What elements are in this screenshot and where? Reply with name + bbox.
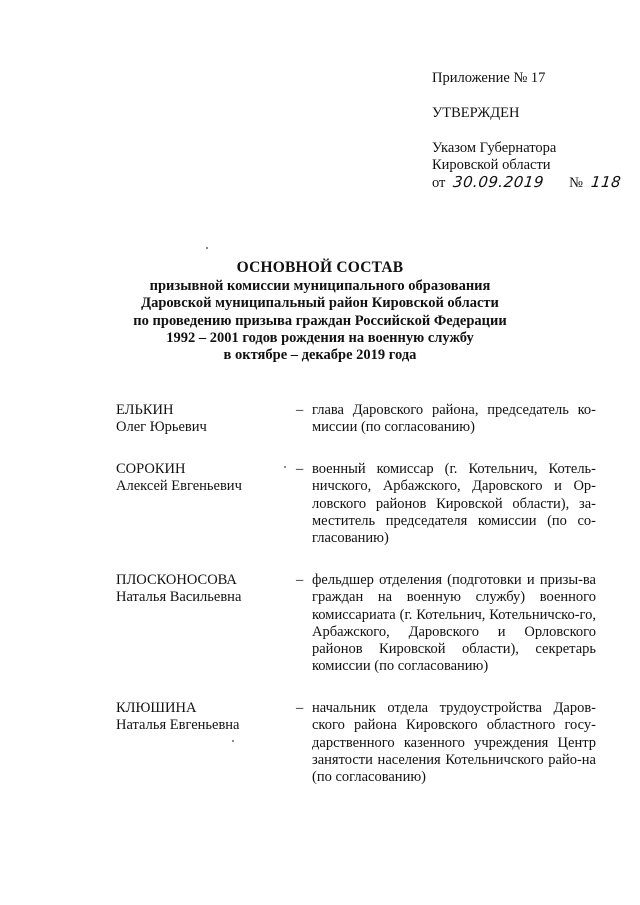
member-surname: КЛЮШИНА — [116, 700, 197, 716]
appendix-label: Приложение № 17 — [432, 70, 546, 86]
approved-label: УТВЕРЖДЕН — [432, 105, 520, 121]
member-given-name: Наталья Евгеньевна — [116, 717, 240, 734]
member-dash: – — [296, 461, 304, 477]
document-heading — [0, 258, 640, 364]
number-label: № — [569, 175, 584, 191]
member-role: военный комиссар (г. Котельнич, Котель-ничского, Арбажского, Даровского и Ор-ловского районов Кировской области), за-меститель председателя комиссии (по со-гласованию) — [312, 461, 596, 547]
heading-line: по проведению призыва граждан Российской Федерации — [133, 312, 507, 329]
member-name — [116, 700, 286, 735]
scan-speck — [284, 466, 286, 468]
member-name — [116, 461, 286, 496]
decree-line-2: Кировской области — [432, 157, 551, 173]
member-dash: – — [296, 572, 304, 588]
document-title: ОСНОВНОЙ СОСТАВ — [236, 259, 404, 276]
handwritten-number: 118 — [589, 173, 622, 191]
scan-speck — [206, 247, 208, 249]
heading-line: в октябре – декабре 2019 года — [223, 347, 417, 364]
member-role: начальник отдела трудоустройства Даров-ского района Кировского областного госу-дарственного казенного учреждения Центр занятости населения Котельничского райо-на (по согласованию) — [312, 700, 596, 786]
member-surname: СОРОКИН — [116, 461, 186, 477]
member-role: фельдшер отделения (подготовки и призы-ва граждан на военную службу) военного комиссариата (г. Котельнич, Котельничско-го, Арбажского, Даровского и Орловского районов Кировской области), секретарь комиссии (по согласованию) — [312, 572, 596, 675]
member-dash: – — [296, 402, 304, 418]
member-surname: ПЛОСКОНОСОВА — [116, 572, 237, 588]
decree-line-1: Указом Губернатора — [432, 140, 557, 156]
member-given-name: Алексей Евгеньевич — [116, 478, 242, 495]
scan-speck — [232, 740, 234, 742]
decree-date-number — [432, 174, 621, 192]
member-role: глава Даровского района, председатель ко-миссии (по согласованию) — [312, 402, 596, 436]
approval-block — [432, 70, 621, 192]
member-name — [116, 402, 286, 437]
heading-line: 1992 – 2001 годов рождения на военную службу — [166, 329, 474, 346]
heading-line: Даровской муниципальный район Кировской области — [141, 295, 499, 312]
member-given-name: Наталья Васильевна — [116, 589, 242, 606]
member-surname: ЕЛЬКИН — [116, 402, 174, 418]
from-label: от — [432, 175, 446, 191]
handwritten-date: 30.09.2019 — [452, 173, 545, 191]
member-given-name: Олег Юрьевич — [116, 419, 207, 436]
heading-line: призывной комиссии муниципального образования — [149, 278, 491, 294]
member-name — [116, 572, 286, 607]
member-dash: – — [296, 700, 304, 716]
